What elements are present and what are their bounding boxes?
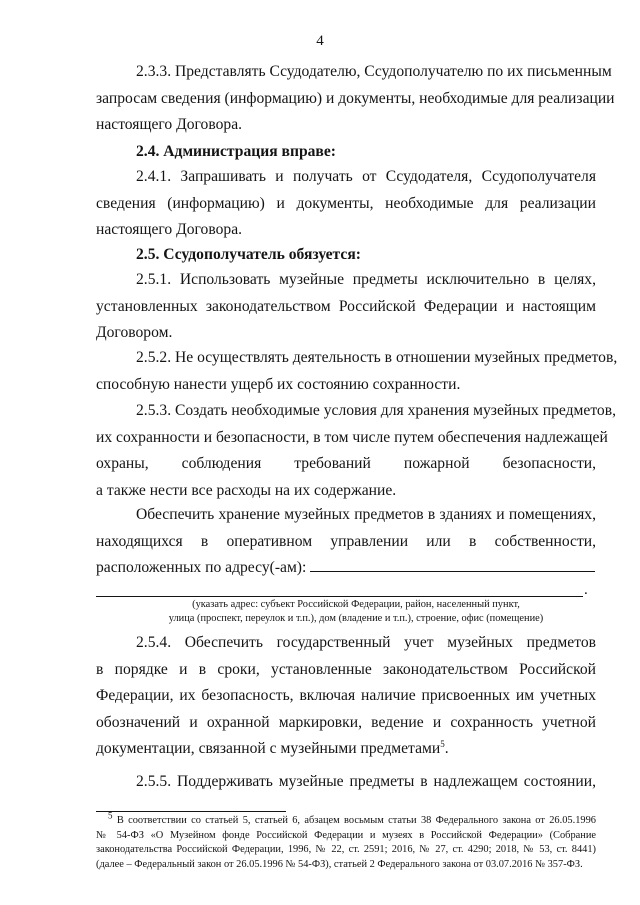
address-trailing-dot: . [584,582,588,598]
paragraph-line: в порядке и в сроки, установленные законодательством Российской [96,660,596,678]
paragraph-line: охраны, соблюдения требований пожарной безопасности, [96,455,596,472]
footnote-reference: 5 [440,738,445,749]
paragraph-line: 2.5.4. Обеспечить государственный учет музейных предметов [136,634,596,651]
paragraph-storage [96,502,596,582]
paragraph-2-4-1 [96,164,596,244]
paragraph-2-5-2 [96,345,618,398]
hint-line: улица (проспект, переулок и т.п.), дом (владение и т.п.), строение, офис (помещение) [168,613,544,624]
paragraph-line: 2.5.3. Создать необходимые условия для хранения музейных предметов, [136,402,616,419]
paragraph-line: обозначений и охранной маркировки, ведение и сохранность учетной [96,713,596,731]
page-number: 4 [316,33,324,49]
address-hint [96,598,616,626]
paragraph-line: Федерации, их безопасность, включая наличие присвоенных им учетных [96,687,596,704]
heading-2-4: 2.4. Администрация вправе: [136,143,336,160]
paragraph-line-end: . [444,740,449,757]
paragraph-line [96,736,596,763]
footnote-separator [96,811,286,812]
paragraph-2-5-5 [96,769,596,796]
footnote [96,810,596,872]
paragraph-line: 2.3.3. Представлять Ссудодателю, Ссудополучателю по их письменным [136,63,612,80]
paragraph-line: 2.5.1. Использовать музейные предметы исключительно в целях, [136,271,596,288]
paragraph-2-5-3 [96,398,616,504]
paragraph-line: 2.5.2. Не осуществлять деятельность в отношении музейных предметов, [136,349,618,366]
footnote-line: № 54-ФЗ «О Музейном фонде Российской Федерации и музеях в Российской Федерации» (Собрание [96,829,596,841]
hint-line: (указать адрес: субъект Российской Федерации, район, населенный пункт, [192,599,520,610]
paragraph-line: запросам сведения (информацию) и документы, необходимые для реализации [96,89,615,107]
paragraph-line: 2.4.1. Запрашивать и получать от Ссудодателя, Ссудополучателя [136,168,596,185]
address-label: расположенных по адресу(-ам): [96,559,307,576]
address-blank-full-line [96,596,583,597]
paragraph-2-5-1 [96,267,596,347]
paragraph-line: находящихся в оперативном управлении или в собственности, [96,532,596,550]
paragraph-line: Договором. [96,324,173,341]
paragraph-2-5-4 [96,630,596,763]
address-blank-line [310,559,595,572]
paragraph-line: установленных законодательством Российской Федерации и настоящим [96,297,596,315]
footnote-line-text: В соответствии со статьей 5, статьей 6, абзацем восьмым статьи 38 Федерального закона от 26.05.1996 [112,815,596,826]
paragraph-line: 2.5.5. Поддерживать музейные предметы в надлежащем состоянии, [136,773,596,790]
footnote-line: (далее – Федеральный закон от 26.05.1996 № 54-ФЗ), статьей 2 Федерального закона от 03.07.2016 № 357-ФЗ. [96,858,583,870]
paragraph-line: способную нанести ущерб их состоянию сохранности. [96,375,461,393]
paragraph-line: настоящего Договора. [96,221,243,238]
paragraph-line-text: документации, связанной с музейными предметами [96,740,441,757]
paragraph-line [96,555,596,582]
heading-2-5: 2.5. Ссудополучатель обязуется: [136,246,361,263]
paragraph-line: настоящего Договора. [96,116,243,133]
footnote-mark: 5 [108,810,113,821]
paragraph-line: а также нести все расходы на их содержание. [96,481,397,499]
paragraph-2-3-3 [96,59,615,139]
paragraph-line: Обеспечить хранение музейных предметов в зданиях и помещениях, [136,506,596,523]
paragraph-line: их сохранности и безопасности, в том числе путем обеспечения надлежащей [96,428,608,446]
footnote-line: законодательства Российской Федерации, 1996, № 22, ст. 2591; 2016, № 27, ст. 4290; 2018, № 53, ст. 8441) [96,844,596,856]
paragraph-line: сведения (информацию) и документы, необходимые для реализации [96,194,596,212]
footnote-line [96,810,596,829]
